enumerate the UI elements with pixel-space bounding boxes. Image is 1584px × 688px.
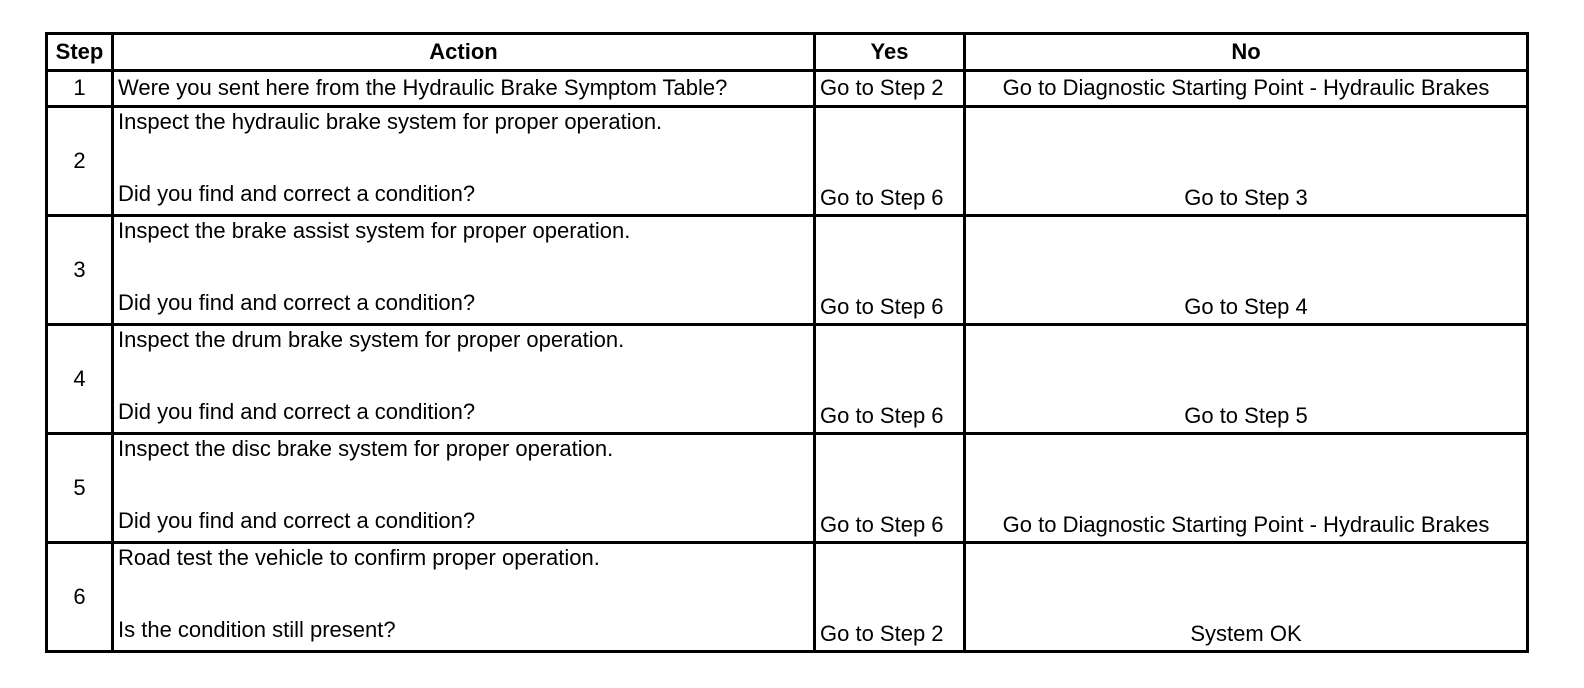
table-row xyxy=(47,434,1528,543)
step-number: 5 xyxy=(47,434,113,543)
no-cell: Go to Step 4 xyxy=(965,216,1528,325)
yes-cell: Go to Step 6 xyxy=(815,434,965,543)
no-cell: Go to Step 5 xyxy=(965,325,1528,434)
table-row xyxy=(47,107,1528,216)
action-question: Did you find and correct a condition? xyxy=(118,507,476,533)
no-cell: System OK xyxy=(965,543,1528,652)
header-row xyxy=(47,34,1528,71)
action-cell xyxy=(113,434,815,543)
action-question: Did you find and correct a condition? xyxy=(118,398,476,424)
yes-cell: Go to Step 2 xyxy=(815,71,965,107)
action-instruction: Inspect the hydraulic brake system for proper operation. xyxy=(118,109,663,134)
table-row xyxy=(47,325,1528,434)
yes-cell: Go to Step 6 xyxy=(815,216,965,325)
step-number: 3 xyxy=(47,216,113,325)
action-instruction: Inspect the disc brake system for proper operation. xyxy=(118,436,614,461)
no-cell: Go to Diagnostic Starting Point - Hydraulic Brakes xyxy=(965,71,1528,107)
yes-cell: Go to Step 6 xyxy=(815,325,965,434)
yes-cell: Go to Step 2 xyxy=(815,543,965,652)
step-number: 1 xyxy=(47,71,113,107)
action-cell xyxy=(113,107,815,216)
no-cell: Go to Step 3 xyxy=(965,107,1528,216)
header-step: Step xyxy=(47,34,113,71)
action-question: Is the condition still present? xyxy=(118,616,396,642)
action-question: Were you sent here from the Hydraulic Brake Symptom Table? xyxy=(118,75,728,101)
step-number: 2 xyxy=(47,107,113,216)
no-cell: Go to Diagnostic Starting Point - Hydraulic Brakes xyxy=(965,434,1528,543)
action-cell xyxy=(113,71,815,107)
header-yes: Yes xyxy=(815,34,965,71)
action-question: Did you find and correct a condition? xyxy=(118,289,476,315)
yes-cell: Go to Step 6 xyxy=(815,107,965,216)
header-action: Action xyxy=(113,34,815,71)
step-number: 4 xyxy=(47,325,113,434)
action-cell xyxy=(113,216,815,325)
table-row xyxy=(47,71,1528,107)
action-instruction: Road test the vehicle to confirm proper operation. xyxy=(118,545,600,570)
action-instruction: Inspect the brake assist system for proper operation. xyxy=(118,218,631,243)
table-row xyxy=(47,216,1528,325)
diagnostic-table xyxy=(45,32,1529,653)
action-cell xyxy=(113,543,815,652)
table-row xyxy=(47,543,1528,652)
action-question: Did you find and correct a condition? xyxy=(118,180,476,206)
action-instruction: Inspect the drum brake system for proper operation. xyxy=(118,327,625,352)
action-cell xyxy=(113,325,815,434)
step-number: 6 xyxy=(47,543,113,652)
header-no: No xyxy=(965,34,1528,71)
